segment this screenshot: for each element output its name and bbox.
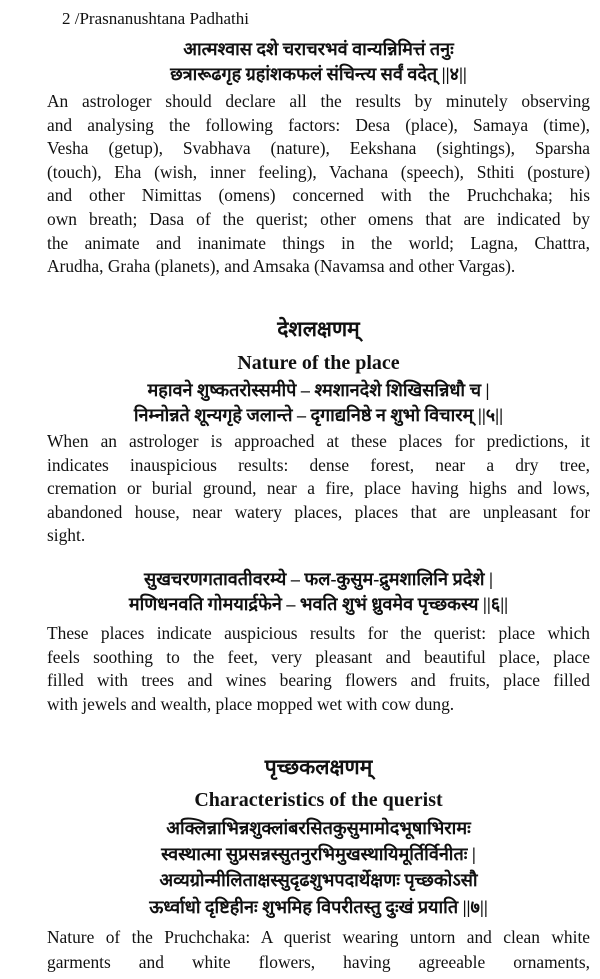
verse-7-line-1: अक्लिन्नाभिन्नशुक्लांबरसितकुसुमामोदभूषाभिरामः [166,818,471,838]
section-2-title: Characteristics of the querist [194,789,443,811]
verse-6-line-1: सुखचरणगतावतीवरम्ये – फल-कुसुम-द्रुमशालिनि प्रदेशे | [144,569,493,589]
verse-7-line-2: स्वस्थात्मा सुप्रसन्नस्सुतनुरभिमुखस्थायिमूर्तिर्विनीतः | [161,844,476,864]
paragraph-line: Nature of the Pruchchaka: A querist wearing untorn and clean white [47,927,590,947]
running-header: 2 /Prasnanushtana Padhathi [62,9,249,28]
paragraph-line: with jewels and wealth, place mopped wet with cow dung. [47,693,455,714]
section-1-title: Nature of the place [237,352,400,374]
paragraph-line: abandoned house, near watery places, places that are unpleasant for [47,501,590,522]
section-2-sanskrit-heading: पृच्छकलक्षणम् [264,755,373,779]
paragraph-line: and other Nimittas (omens) concerned with the Pruchchaka; his [47,185,590,206]
paragraph-line: indicates inauspicious results: dense forest, near a dry tree, [47,454,590,475]
section-1-sanskrit-heading: देशलक्षणम् [277,317,360,341]
verse-7-line-3: अव्यग्रोन्मीलिताक्षस्सुदृढशुभपदार्थेक्षणः पृच्छकोऽसौ [159,870,478,890]
paragraph-line: When an astrologer is approached at these places for predictions, it [47,431,590,451]
verse-5-line-1: महावने शुष्कतरोस्समीपे – श्मशानदेशे शिखिसन्निधौ च | [147,380,490,400]
paragraph-line: filled with trees and wines bearing flowers and fruits, place filled [47,670,590,690]
paragraph-line: These places indicate auspicious results for the querist: place which [47,623,590,643]
paragraph-line: and analysing the following factors: Desa (place), Samaya (time), [47,114,590,135]
paragraph-line: (touch), Eha (wish, inner feeling), Vachana (speech), Sthiti (posture) [47,161,590,182]
paragraph-line: Vesha (getup), Svabhava (nature), Eekshana (sightings), Sparsha [47,138,590,159]
paragraph-line: sight. [47,525,86,545]
verse-5-line-2: निम्नोन्नते शून्यगृहे जलान्ते – दृगाद्यनिष्ठे न शुभो विचारम् ||५|| [133,405,504,425]
paragraph-line: the animate and inanimate things in the world; Lagna, Chattra, [47,232,590,253]
paragraph-line: feels soothing to the feet, very pleasant and beautiful place, place [47,646,590,667]
verse-7-line-4: ऊर्ध्वाधो दृष्टिहीनः शुभमिह विपरीतस्तु दुःखं प्रयाति ||७|| [149,897,488,917]
paragraph-line: cremation or burial ground, near a fire, place having highs and lows, [47,478,590,498]
paragraph-line: Arudha, Graha (planets), and Amsaka (Navamsa and other Vargas). [47,256,516,277]
verse-4-line-1: आत्मश्वास दशे चराचरभवं वान्यन्निमित्तं तनुः [183,39,454,59]
verse-4-line-2: छत्रारूढगृह ग्रहांशकफलं संचिन्त्य सर्वं वदेत् ||४|| [170,64,467,84]
verse-6-line-2: मणिधनवति गोमयार्द्रफेने – भवति शुभं ध्रुवमेव पृच्छकस्य ||६|| [128,594,509,614]
paragraph-line: An astrologer should declare all the results by minutely observing [47,91,590,111]
paragraph-line: own breath; Dasa of the querist; other omens that are indicated by [47,209,590,229]
paragraph-line: garments and white flowers, having agreeable ornaments, [47,952,590,972]
